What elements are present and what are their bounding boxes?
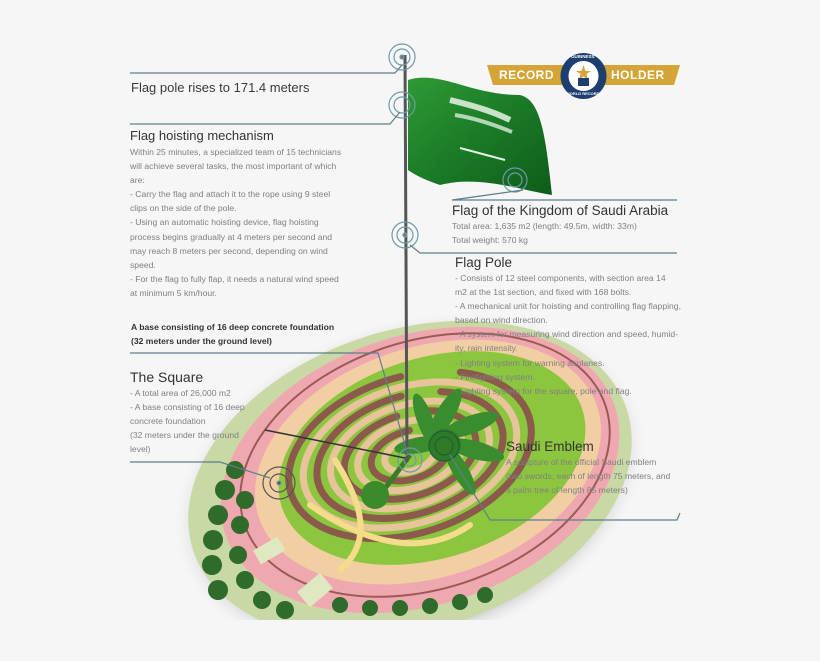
hoisting-body bbox=[130, 145, 390, 300]
hoisting-line: Within 25 minutes, a specialized team of 15 technicians bbox=[130, 147, 342, 157]
pole-height-title: Flag pole rises to 171.4 meters bbox=[131, 80, 310, 95]
hoisting-line: may reach 8 meters per second, depending on wind bbox=[130, 245, 328, 256]
foundation-callout bbox=[131, 320, 391, 348]
flag-callout bbox=[452, 203, 692, 247]
foundation-line: A base consisting of 16 deep concrete foundation bbox=[131, 322, 335, 332]
foundation-line: (32 meters under the ground level) bbox=[131, 336, 272, 346]
flag-pole bbox=[405, 55, 407, 462]
badge-holder-label: HOLDER bbox=[611, 68, 665, 82]
square-line: - A base consisting of 16 deep bbox=[130, 402, 245, 413]
emblem-title: Saudi Emblem bbox=[506, 439, 594, 454]
square-line: (32 meters under the ground bbox=[130, 430, 239, 441]
square-line: level) bbox=[130, 444, 151, 455]
flag-pole-body bbox=[455, 271, 695, 398]
flag-pole-line: ity, rain intensity. bbox=[455, 343, 518, 354]
badge-seal-bottom: WORLD RECORDS bbox=[566, 91, 603, 96]
flag-title: Flag of the Kingdom of Saudi Arabia bbox=[452, 203, 669, 218]
emblem-line: (two swords, each of length 75 meters, and bbox=[506, 471, 671, 482]
hoisting-line: speed. bbox=[130, 259, 156, 270]
hoisting-line: are: bbox=[130, 175, 145, 186]
square-body bbox=[130, 386, 280, 456]
emblem-body bbox=[506, 455, 686, 497]
emblem-callout bbox=[506, 439, 686, 497]
badge-seal-top: GUINNESS bbox=[571, 54, 595, 59]
square-callout bbox=[130, 369, 280, 456]
hoisting-title: Flag hoisting mechanism bbox=[130, 128, 274, 143]
flag-line: Total weight: 570 kg bbox=[452, 235, 528, 246]
flag-pole-line: - Consists of 12 steel components, with section area 14 bbox=[455, 273, 666, 283]
hoisting-line: process begins gradually at 4 meters per second and bbox=[130, 231, 333, 242]
flag-line: Total area: 1,635 m2 (length: 49.5m, width: 33m) bbox=[452, 221, 637, 231]
flag-pole-title: Flag Pole bbox=[455, 255, 513, 270]
emblem-line: A sculpture of the official Saudi emblem bbox=[506, 457, 657, 467]
flag-pole-line: - A mechanical unit for hoisting and controlling flag flapping, bbox=[455, 301, 681, 312]
hoisting-line: - For the flag to fully flap, it needs a natural wind speed bbox=[130, 273, 339, 284]
flag-pole-line: - A system for measuring wind direction and speed, humid- bbox=[455, 329, 679, 340]
square-title: The Square bbox=[130, 369, 204, 385]
hoisting-line: - Carry the flag and attach it to the rope using 9 steel bbox=[130, 189, 331, 200]
hoisting-line: - Using an automatic hoisting device, flag hoisting bbox=[130, 217, 319, 228]
guinness-record-holder-badge bbox=[487, 52, 680, 100]
flag-pole-line: m2 at the 1st section, and fixed with 168 bolts. bbox=[455, 287, 632, 298]
hoisting-line: will achieve several tasks, the most important of which bbox=[130, 161, 337, 172]
emblem-line: a palm tree of length 85 meters) bbox=[506, 485, 628, 496]
flag-pole-line: - Firefighting system. bbox=[455, 371, 535, 382]
flag-pole-callout bbox=[455, 255, 695, 398]
badge-record-label: RECORD bbox=[499, 68, 555, 82]
square-line: concrete foundation bbox=[130, 416, 206, 427]
hoisting-line: clips on the side of the pole. bbox=[130, 203, 237, 214]
flag-pole-line: based on wind direction. bbox=[455, 315, 548, 326]
hoisting-line: at minimum 5 km/hour. bbox=[130, 287, 217, 298]
square-line: - A total area of 26,000 m2 bbox=[130, 388, 231, 398]
flag-body bbox=[452, 219, 692, 247]
hoisting-callout bbox=[130, 128, 390, 300]
flag-pole-line: - Lighting system for warning airplanes. bbox=[455, 357, 605, 368]
flag-pole-line: - Lighting system for the square, pole and flag. bbox=[455, 385, 632, 396]
